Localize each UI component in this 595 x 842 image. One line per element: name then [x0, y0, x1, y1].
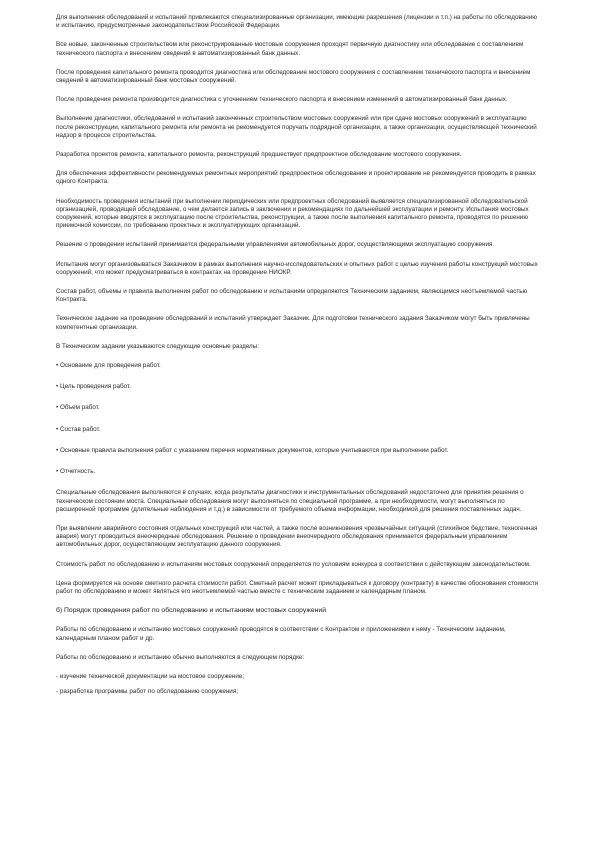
section-heading: б) Порядок проведения работ по обследованию и испытаниям мостовых сооружений: [56, 607, 326, 615]
paragraph-price-estimate: Цена формируется на основе сметного расчета стоимости работ. Сметный расчет может прикладываться к договору (контракту) в качестве обоснования стоимости работ по обследованию и может являться его неотъемлемой частью вместе с техническим заданием и календарным планом.: [56, 579, 539, 595]
list-item: - изучение технической документации на мостовое сооружение;: [56, 672, 245, 680]
paragraph-contract-basis: Работы по обследованию и испытанию мостовых сооружений проводятся в соответствии с Контрактом и приложениями к нему - Техническим заданием, календарным планом работ и др.: [56, 626, 506, 642]
paragraph-licensing: Для выполнения обследований и испытаний привлекаются специализированные организации, имеющие разрешения (лицензии и т.п.) на работы по обследованию и испытанию, предусмотренные законодательством Российской Федерации.: [56, 14, 537, 30]
list-item: • Цель проведения работ.: [56, 383, 131, 391]
paragraph-design-survey: Разработка проектов ремонта, капитального ремонта, реконструкций предшествует предпроектное обследование мостового сооружения.: [56, 151, 462, 159]
document-page: [56, 14, 540, 703]
paragraph-research-tests: Испытания могут организовываться Заказчиком в рамках выполнения научно-исследовательских и опытных работ с целью изучения работы конструкций мостовых сооружений, что может предусматриваться в контрактах на проведение НИОКР.: [56, 260, 538, 276]
list-item: • Основание для проведения работ.: [56, 362, 161, 370]
paragraph-new-structures: Все новые, законченные строительством или реконструированные мостовые сооружения проходят первичную диагностику или обследование с составлением технического паспорта и внесением сведений в автоматизированный банк данных.: [56, 41, 524, 57]
paragraph-contractor-restriction: Выполнение диагностики, обследований и испытаний законченных строительством мостовых сооружений или при сдаче мостовых сооружений в эксплуатацию после реконструкции, капитального ремонта или ремонта не рекомендуется поручать подрядной организации, а также организации, осуществляющей технический надзор в процессе строительства.: [56, 115, 537, 139]
paragraph-cost: Стоимость работ по обследованию и испытаниям мостовых сооружений определяется по условиям конкурса в соответствии с действующим законодательством.: [56, 560, 531, 568]
paragraph-emergency-surveys: При выявлении аварийного состояния отдельных конструкций или частей, а также после возникновения чрезвычайных ситуаций (стихийное бедствие, техногенная авария) могут проводиться внеочередные обследования. Решение о проведении внеочередного обследования принимается федеральным управлением автомобильных дорог, осуществляющим эксплуатацию данного сооружения.: [56, 524, 538, 549]
paragraph-single-contract: Для обеспечения эффективности рекомендуемых ремонтных мероприятий предпроектное обследование и проектирование не рекомендуется проводить в рамках одного Контракта.: [56, 170, 536, 186]
list-item: • Отчетность.: [56, 468, 96, 476]
paragraph-scope-of-work: Состав работ, объемы и правила выполнения работ по обследованию и испытаниям определяются Техническим заданием, являющимся неотъемлемой частью Контракта.: [56, 288, 528, 304]
paragraph-after-capital-repair: После проведения капитального ремонта проводится диагностика или обследование мостового сооружения с составлением технического паспорта и внесением сведений в автоматизированный банк мостовых сооружений.: [56, 68, 531, 85]
list-item: • Состав работ.: [56, 425, 101, 433]
paragraph-technical-assignment: Техническое задание на проведение обследований и испытаний утверждает Заказчик. Для подготовки технического задания Заказчиком могут быть привлечены компетентные организации.: [56, 315, 530, 331]
paragraph-testing-decision: Решение о проведении испытаний принимается федеральными управлениями автомобильных дорог, осуществляющими эксплуатацию сооружения.: [56, 241, 495, 249]
list-item: • Основные правила выполнения работ с указанием перечня нормативных документов, которые учитываются при выполнении работ.: [56, 446, 449, 454]
paragraph-special-surveys: Специальные обследования выполняются в случаях, когда результаты диагностики и инструментальных обследований недостаточно для принятия решения о техническом состоянии моста. Специальные обследования могут выполняться по специальной программе, а при необходимости, могут выполняться по расширенной программе (длительные наблюдения и т.д.) в зависимости от требуемого объема информации, необходимой для решения поставленных задач.: [56, 489, 524, 513]
paragraph-testing-need: Необходимость проведения испытаний при выполнении периодических или предпроектных обследований выявляется специализированной обследовательской организацией, проводящей обследование, о чем делается запись в заключении и рекомендациях по дальнейшей эксплуатации и ремонту. Испытания мостовых сооружений, которые вводятся в эксплуатацию после строительства, реконструкции, а также после выполнения капитального ремонта, проводятся по решению приемочной комиссии, по требованию проектных и эксплуатирующих организаций.: [56, 197, 529, 230]
paragraph-after-repair: После проведения ремонта производится диагностика с уточнением технического паспорта и внесением изменений в автоматизированный банк данных.: [56, 96, 508, 104]
list-item: • Объем работ.: [56, 404, 100, 412]
paragraph-work-order: Работы по обследованию и испытанию обычно выполняются в следующем порядке:: [56, 653, 305, 661]
list-item: - разработка программы работ по обследованию сооружения;: [56, 688, 238, 696]
paragraph-sections-intro: В Техническом задании указываются следующие основные разделы:: [56, 342, 259, 350]
